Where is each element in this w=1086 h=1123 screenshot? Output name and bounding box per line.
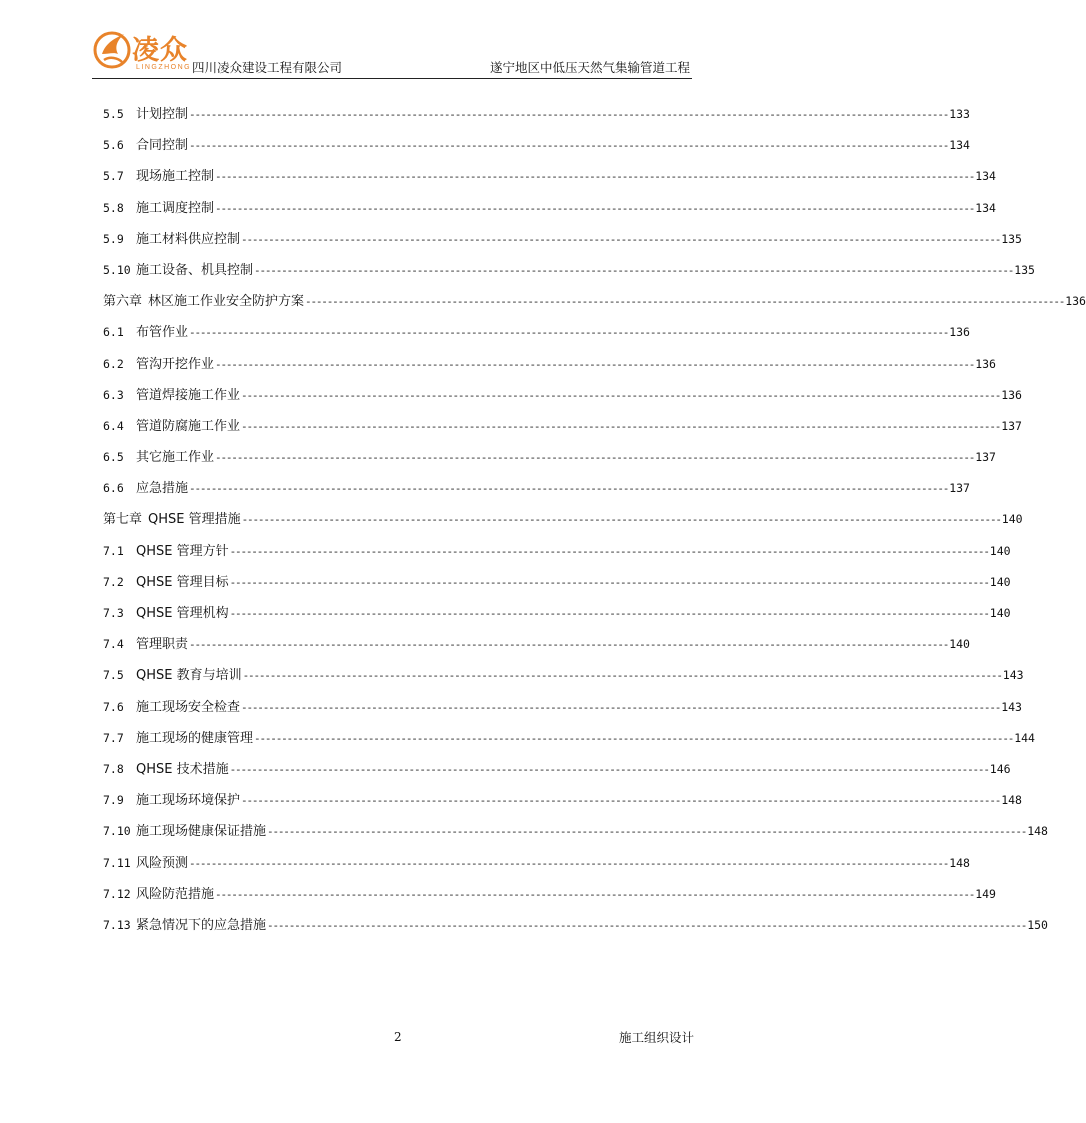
- toc-entry-number: 7.8: [103, 761, 124, 776]
- toc-leader: --------------------------------------------------------------------------------------------------------------------------------------------: [242, 669, 1002, 683]
- toc-leader: --------------------------------------------------------------------------------------------------------------------------------------------: [267, 918, 1027, 932]
- logo-flame-icon: [92, 24, 132, 72]
- toc-entry[interactable]: [103, 571, 1011, 602]
- toc-entry[interactable]: [103, 290, 1086, 321]
- toc-leader: --------------------------------------------------------------------------------------------------------------------------------------------: [189, 139, 949, 153]
- toc-entry-page: 134: [949, 138, 970, 153]
- toc-entry-page: 140: [1001, 512, 1023, 527]
- toc-entry-title: 计划控制: [136, 107, 189, 122]
- toc-leader: --------------------------------------------------------------------------------------------------------------------------------------------: [229, 575, 989, 589]
- toc-entry-number: 6.6: [103, 481, 124, 496]
- toc-entry[interactable]: [103, 696, 1022, 727]
- toc-entry[interactable]: [103, 353, 996, 384]
- toc-entry-page: 136: [949, 325, 970, 340]
- toc-entry[interactable]: [103, 384, 1022, 415]
- toc-entry-number: 7.1: [103, 543, 124, 558]
- toc-entry[interactable]: [103, 415, 1022, 446]
- toc-entry-page: 146: [989, 761, 1011, 776]
- toc-entry[interactable]: [103, 477, 970, 508]
- toc-entry-page: 140: [949, 637, 970, 652]
- toc-leader: --------------------------------------------------------------------------------------------------------------------------------------------: [215, 451, 975, 465]
- toc-entry-page: 135: [1014, 262, 1035, 277]
- toc-entry-page: 150: [1027, 917, 1048, 932]
- toc-entry[interactable]: [103, 228, 1022, 259]
- toc-entry-page: 140: [989, 606, 1011, 620]
- toc-entry-page: 134: [975, 169, 996, 184]
- toc-leader: --------------------------------------------------------------------------------------------------------------------------------------------: [241, 232, 1001, 246]
- toc-entry-title: QHSE 管理目标: [136, 574, 229, 590]
- toc-entry[interactable]: [103, 602, 1011, 633]
- toc-entry-page: 148: [949, 855, 970, 870]
- toc-entry-page: 140: [989, 543, 1011, 558]
- toc-entry-title: 施工现场环境保护: [136, 793, 241, 809]
- toc-entry-title: 施工设备、机具控制: [136, 262, 254, 278]
- toc-leader: --------------------------------------------------------------------------------------------------------------------------------------------: [189, 638, 949, 652]
- toc-entry-title: QHSE 教育与培训: [136, 668, 242, 684]
- toc-leader: --------------------------------------------------------------------------------------------------------------------------------------------: [189, 482, 949, 496]
- toc-entry-page: 143: [1002, 668, 1024, 683]
- toc-leader: --------------------------------------------------------------------------------------------------------------------------------------------: [254, 731, 1014, 745]
- toc-entry[interactable]: [103, 914, 1048, 945]
- toc-entry-title: 应急措施: [136, 481, 189, 497]
- toc-entry[interactable]: [103, 508, 1023, 539]
- toc-entry[interactable]: [103, 134, 970, 165]
- toc-leader: --------------------------------------------------------------------------------------------------------------------------------------------: [241, 794, 1001, 808]
- toc-entry-title: 管沟开挖作业: [136, 356, 215, 372]
- toc-entry-page: 135: [1001, 231, 1022, 246]
- toc-entry-page: 137: [949, 481, 970, 496]
- company-logo: [92, 24, 192, 80]
- toc-entry[interactable]: [103, 540, 1011, 571]
- toc-entry-title: 林区施工作业安全防护方案: [148, 294, 305, 310]
- toc-entry-number: 7.10: [103, 824, 131, 839]
- toc-entry[interactable]: [103, 103, 970, 134]
- toc-entry-page: 140: [989, 574, 1011, 589]
- toc-entry-number: 7.13: [103, 917, 131, 932]
- toc-entry-page: 149: [975, 886, 996, 901]
- footer-doc-title: 施工组织设计: [618, 1030, 694, 1045]
- toc-entry-number: 7.5: [103, 668, 124, 683]
- toc-leader: --------------------------------------------------------------------------------------------------------------------------------------------: [305, 295, 1065, 309]
- toc-entry-number: 7.7: [103, 730, 124, 745]
- toc-entry-page: 134: [975, 200, 996, 215]
- toc-entry[interactable]: [103, 446, 996, 477]
- toc-entry-number: 5.9: [103, 231, 124, 246]
- toc-entry-number: 5.6: [103, 138, 124, 153]
- toc-leader: --------------------------------------------------------------------------------------------------------------------------------------------: [241, 700, 1001, 714]
- toc-entry[interactable]: [103, 197, 996, 228]
- toc-leader: --------------------------------------------------------------------------------------------------------------------------------------------: [215, 201, 975, 215]
- toc-entry-number: 第六章: [103, 294, 143, 310]
- toc-leader: --------------------------------------------------------------------------------------------------------------------------------------------: [215, 170, 975, 184]
- toc-leader: --------------------------------------------------------------------------------------------------------------------------------------------: [229, 762, 989, 776]
- header-divider: [92, 78, 692, 79]
- toc-entry-title: 合同控制: [136, 138, 189, 154]
- toc-leader: --------------------------------------------------------------------------------------------------------------------------------------------: [189, 326, 949, 340]
- toc-entry-number: 7.3: [103, 606, 124, 620]
- toc-entry-page: 148: [1001, 793, 1022, 808]
- toc-entry-title: 紧急情况下的应急措施: [136, 917, 267, 933]
- toc-entry-number: 7.12: [103, 886, 131, 901]
- toc-entry-title: 布管作业: [136, 325, 189, 341]
- toc-entry-title: 施工现场的健康管理: [136, 730, 254, 746]
- toc-leader: --------------------------------------------------------------------------------------------------------------------------------------------: [254, 263, 1014, 277]
- toc-entry-page: 133: [949, 107, 970, 121]
- toc-entry-number: 6.1: [103, 325, 124, 340]
- toc-leader: --------------------------------------------------------------------------------------------------------------------------------------------: [229, 607, 989, 620]
- toc-entry-number: 7.11: [103, 855, 131, 870]
- project-name: 遂宁地区中低压天然气集输管道工程: [489, 60, 690, 75]
- toc-entry-page: 137: [1001, 418, 1022, 433]
- toc-entry[interactable]: [103, 727, 1035, 758]
- toc-entry-page: 136: [1065, 294, 1086, 309]
- toc-entry-page: 137: [975, 450, 996, 465]
- toc-entry-title: QHSE 技术措施: [136, 761, 229, 777]
- table-of-contents: [103, 103, 1086, 945]
- logo-wordmark: 凌众: [132, 35, 188, 66]
- toc-entry[interactable]: [103, 883, 996, 914]
- toc-entry-number: 7.4: [103, 637, 124, 652]
- page-number: 2: [394, 1030, 402, 1044]
- toc-entry-title: QHSE 管理方针: [136, 543, 229, 559]
- toc-entry-number: 5.5: [103, 107, 124, 121]
- toc-entry-title: 施工现场健康保证措施: [136, 824, 267, 840]
- toc-entry-number: 6.2: [103, 356, 124, 371]
- toc-leader: --------------------------------------------------------------------------------------------------------------------------------------------: [241, 388, 1001, 402]
- page-header: [92, 24, 692, 80]
- toc-entry-title: 风险防范措施: [136, 886, 215, 902]
- toc-entry-number: 7.6: [103, 699, 124, 714]
- toc-leader: --------------------------------------------------------------------------------------------------------------------------------------------: [189, 108, 949, 121]
- toc-entry-title: 管道防腐施工作业: [136, 418, 241, 434]
- toc-entry-number: 5.10: [103, 262, 131, 277]
- toc-entry[interactable]: [103, 321, 970, 352]
- logo-subtext: LINGZHONG: [136, 64, 192, 71]
- toc-entry-number: 5.8: [103, 200, 124, 215]
- toc-entry[interactable]: [103, 820, 1048, 851]
- toc-entry-title: 施工材料供应控制: [136, 231, 241, 247]
- toc-entry-page: 143: [1001, 699, 1022, 714]
- toc-leader: --------------------------------------------------------------------------------------------------------------------------------------------: [267, 825, 1027, 839]
- toc-entry-number: 7.2: [103, 574, 124, 589]
- toc-entry-title: 管道焊接施工作业: [136, 387, 241, 403]
- toc-entry-page: 136: [975, 356, 996, 371]
- toc-entry-number: 6.3: [103, 387, 124, 402]
- toc-entry-title: QHSE 管理机构: [136, 606, 229, 621]
- toc-entry-page: 148: [1027, 824, 1048, 839]
- toc-entry-title: 现场施工控制: [136, 169, 215, 185]
- toc-entry[interactable]: [103, 259, 1035, 290]
- toc-entry[interactable]: [103, 664, 1024, 695]
- toc-leader: --------------------------------------------------------------------------------------------------------------------------------------------: [241, 419, 1001, 433]
- toc-entry-title: 施工现场安全检查: [136, 699, 241, 715]
- toc-leader: --------------------------------------------------------------------------------------------------------------------------------------------: [229, 544, 989, 558]
- toc-entry-title: 施工调度控制: [136, 200, 215, 216]
- company-name: 四川凌众建设工程有限公司: [192, 60, 343, 75]
- toc-entry-page: 144: [1014, 730, 1035, 745]
- toc-entry-number: 6.5: [103, 450, 124, 465]
- toc-entry[interactable]: [103, 758, 1011, 789]
- toc-entry[interactable]: [103, 165, 996, 196]
- toc-entry-number: 第七章: [103, 512, 143, 528]
- toc-entry[interactable]: [103, 633, 970, 664]
- toc-entry-title: 风险预测: [136, 855, 189, 871]
- toc-entry-title: QHSE 管理措施: [148, 512, 241, 528]
- toc-entry[interactable]: [103, 789, 1022, 820]
- toc-entry-number: 7.9: [103, 793, 124, 808]
- toc-entry-title: 其它施工作业: [136, 450, 215, 466]
- toc-entry-number: 6.4: [103, 418, 124, 433]
- toc-entry[interactable]: [103, 852, 970, 883]
- toc-entry-title: 管理职责: [136, 637, 189, 653]
- toc-entry-page: 136: [1001, 387, 1022, 402]
- toc-leader: --------------------------------------------------------------------------------------------------------------------------------------------: [189, 856, 949, 870]
- toc-leader: --------------------------------------------------------------------------------------------------------------------------------------------: [215, 887, 975, 901]
- toc-leader: --------------------------------------------------------------------------------------------------------------------------------------------: [215, 357, 975, 371]
- toc-leader: --------------------------------------------------------------------------------------------------------------------------------------------: [241, 513, 1001, 527]
- toc-entry-number: 5.7: [103, 169, 124, 184]
